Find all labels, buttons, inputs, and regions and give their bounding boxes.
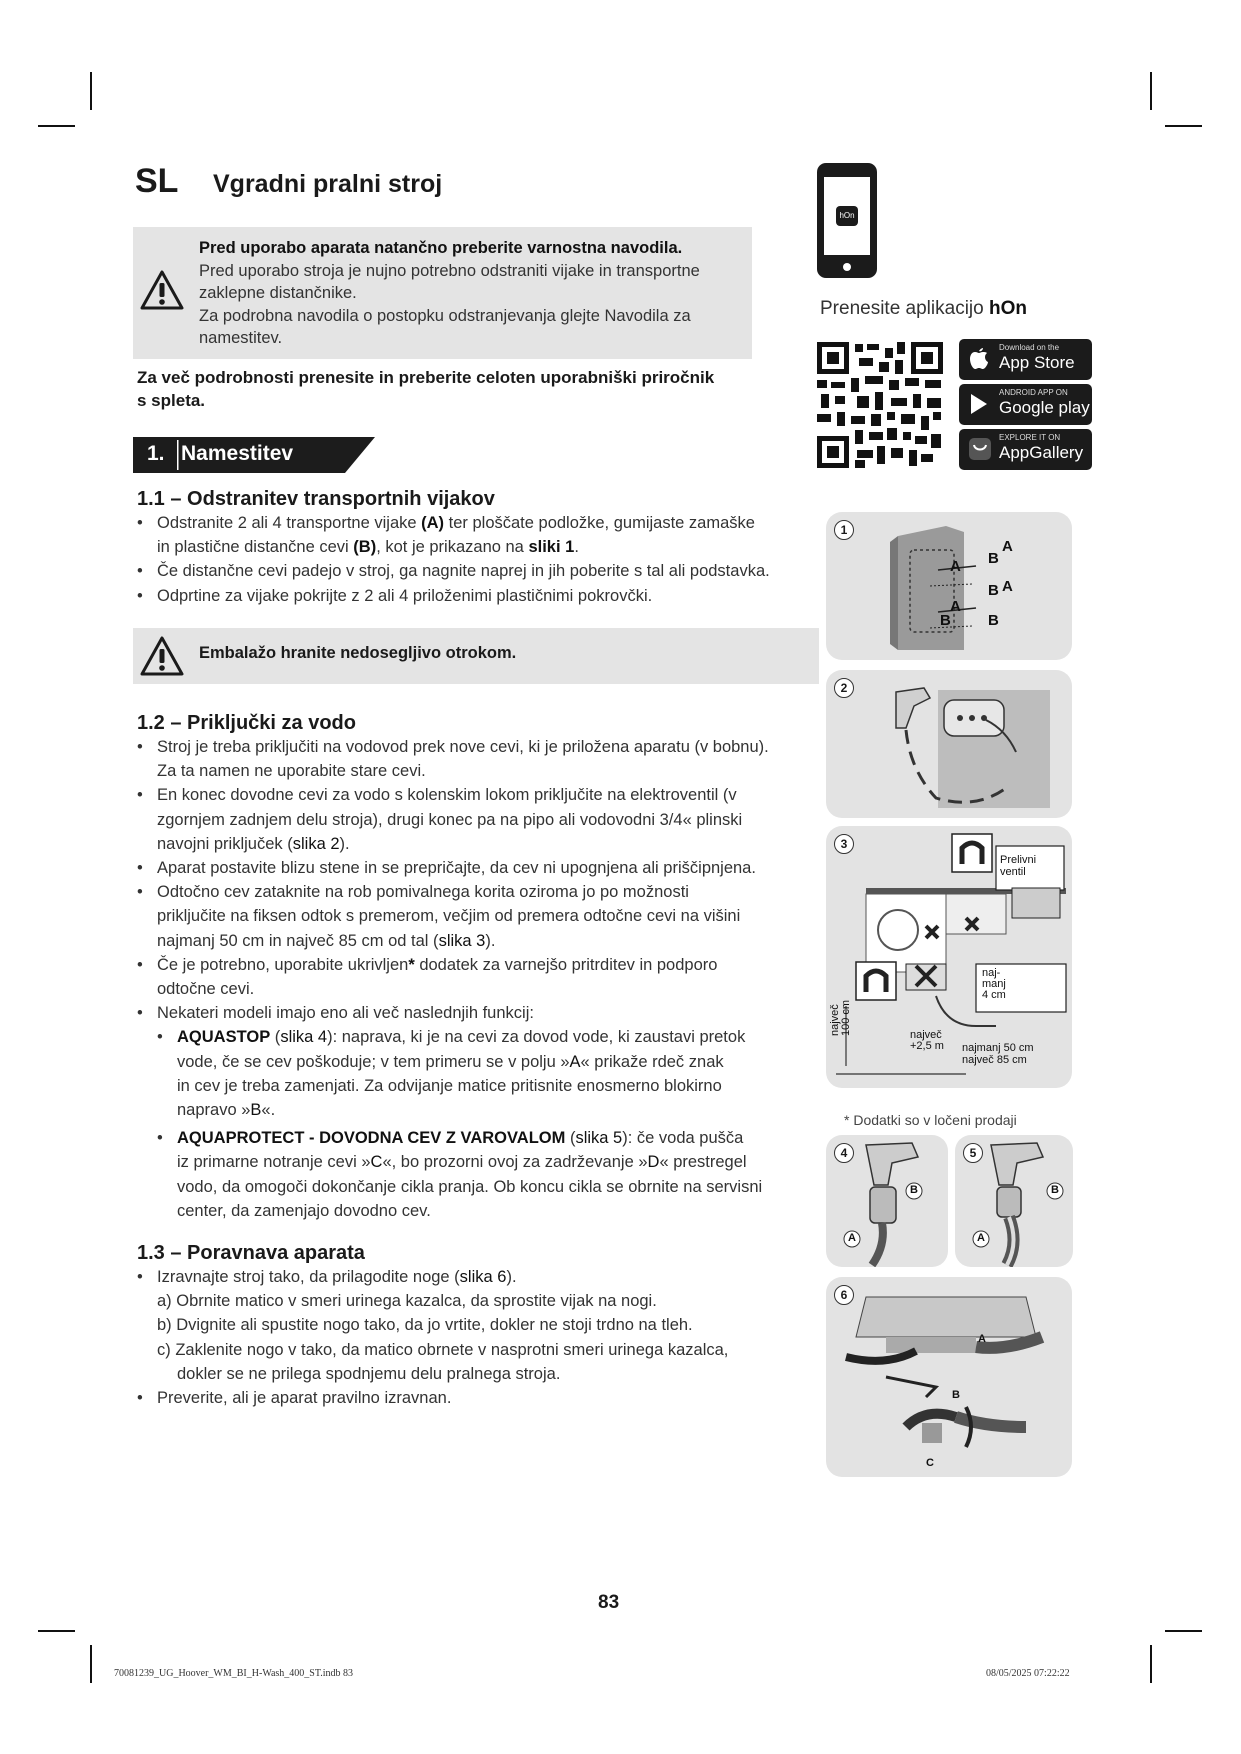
page-title: Vgradni pralni stroj (213, 170, 443, 198)
figure-5 (955, 1135, 1073, 1267)
warning-heading: Pred uporabo aparata natančno preberite varnostna navodila. (199, 239, 683, 257)
fig-label: B (988, 582, 999, 599)
more-info-line: Za več podrobnosti prenesite in preberite celoten uporabniški priročnik (137, 368, 715, 387)
list-item: • Odtočno cev zataknite na rob pomivalnega korita oziroma jo po možnosti priključite na fiksen odtok s premerom, večjim od premera odtočne cevi na višini najmanj 50 cm in največ 85 cm od tal (slika 3). (137, 883, 741, 950)
step-b: b) Dvignite ali spustite nogo tako, da jo vrtite, dokler ne stoji trdno na tleh. (157, 1316, 693, 1335)
figure-2 (826, 670, 1072, 818)
app-gallery-badge[interactable] (959, 429, 1092, 470)
fig-label: A (848, 1232, 856, 1244)
safety-warning-box (133, 227, 752, 359)
list-item: • Aparat postavite blizu stene in se prepričajte, da cev ni upognjena ali priščipnjena. (137, 859, 756, 878)
warning-triangle-icon (139, 269, 185, 311)
more-info-line: s spleta. (137, 391, 206, 410)
figure-number: 2 (834, 678, 854, 698)
section-title: Namestitev (181, 442, 294, 465)
figure-1 (826, 512, 1072, 660)
fig-label: B (910, 1184, 918, 1196)
badge-big-text: App Store (999, 353, 1075, 372)
figure-number: 5 (963, 1143, 983, 1163)
crop-mark (1165, 1630, 1202, 1632)
phone-icon (817, 163, 877, 278)
section-banner (133, 437, 375, 473)
hon-app-icon: hOn (836, 206, 858, 226)
figure-number: 6 (834, 1285, 854, 1305)
section-number: 1. (147, 442, 165, 465)
figure-6 (826, 1277, 1072, 1477)
step-c: c) Zaklenite nogo v tako, da matico obrnete v nasprotni smeri urinega kazalca, dokler se ne prilega spodnjemu delu pralnega stroja. (157, 1340, 729, 1383)
list-item: • Odprtine za vijake pokrijte z 2 ali 4 priloženimi plastičnimi pokrovčki. (137, 586, 653, 605)
min-height-label: naj- manj 4 cm (982, 967, 1006, 1001)
badge-small-text: ANDROID APP ON (999, 388, 1068, 397)
app-gallery-icon (968, 437, 992, 461)
fig-label: A (978, 1333, 986, 1345)
page-number: 83 (598, 1592, 620, 1613)
subsection-heading: 1.3 – Poravnava aparata (137, 1242, 365, 1264)
app-store-badge[interactable] (959, 339, 1092, 380)
fig-label: A (950, 558, 961, 575)
fig-label: B (988, 550, 999, 567)
badge-small-text: EXPLORE IT ON (999, 433, 1061, 442)
badge-small-text: Download on the (999, 343, 1060, 352)
list-item-aquaprotect: • AQUAPROTECT - DOVODNA CEV Z VAROVALOM (slika 5): če voda pušča iz primarne notranje cevi »C«, bo prozorni ovoj za zadrževanje »D« prestregel vodo, da omogoči dokončanje cikla pranja. Ob koncu cikla se obrnite na servisni center, da zamenjajo dovodno cev. (157, 1129, 763, 1220)
max-height-vertical-label: največ 100 cm (829, 999, 852, 1036)
warning-line: zaklepne distančnike. (199, 284, 357, 302)
figure-3 (826, 826, 1072, 1088)
google-play-badge[interactable] (959, 384, 1092, 425)
footer-datetime: 08/05/2025 07:22:22 (986, 1668, 1070, 1679)
qr-code-icon (815, 340, 945, 470)
crop-mark (90, 72, 92, 110)
crop-mark (1150, 72, 1152, 110)
fig-label: A (1002, 538, 1013, 555)
fig-label: B (952, 1389, 960, 1401)
list-item: • Odstranite 2 ali 4 transportne vijake (A) ter ploščate podložke, gumijaste zamaške in plastične distančne cevi (B), kot je prikazano na sliki 1. (137, 514, 755, 557)
crop-mark (38, 125, 75, 127)
max-extension-label: največ +2,5 m (910, 1029, 944, 1052)
bullet-list (137, 1265, 821, 1410)
bullet-list (137, 511, 821, 608)
warning-line: namestitev. (199, 329, 283, 347)
list-item: • Stroj je treba priključiti na vodovod prek nove cevi, ki je priložena aparatu (v bobnu). Za ta namen ne uporabite stare cevi. (137, 738, 769, 781)
list-item: • Izravnajte stroj tako, da prilagodite noge (slika 6). (137, 1268, 517, 1286)
list-item: • Če distančne cevi padejo v stroj, ga nagnite naprej in jih poberite s tal ali podstavka. (137, 562, 770, 581)
warning-triangle-icon (139, 635, 185, 677)
google-play-icon (968, 392, 990, 416)
leveling-feet-illustration (826, 1277, 1072, 1477)
more-info-text (137, 366, 797, 412)
crop-mark (38, 1630, 75, 1632)
warning-line: Pred uporabo stroja je nujno potrebno odstraniti vijake in transportne (199, 261, 700, 280)
badge-big-text: AppGallery (999, 443, 1084, 462)
fig-label: A (977, 1232, 985, 1244)
aquaprotect-illustration (955, 1135, 1073, 1267)
figure-number: 4 (834, 1143, 854, 1163)
child-warning-text: Embalažo hranite nedosegljivo otrokom. (199, 644, 517, 662)
accessory-note: * Dodatki so v ločeni prodaji (844, 1112, 1017, 1128)
fig-label: C (926, 1457, 934, 1469)
crop-mark (1165, 125, 1202, 127)
badge-big-text: Google play (999, 398, 1090, 417)
fig-label: A (950, 598, 961, 615)
app-download-text: Prenesite aplikacijo hOn (820, 298, 1027, 319)
water-inlet-illustration (826, 670, 1072, 818)
list-item-aquastop: • AQUASTOP (slika 4): naprava, ki je na cevi za dovod vode, ki zaustavi pretok vode, če se cev poškoduje; v tem primeru se v polju »A« prikaže rdeč znak in cev je treba zamenjati. Za odvijanje matice pritisnite enosmerno blokirno napravo »B«. (157, 1028, 746, 1120)
language-code: SL (135, 162, 179, 200)
list-item: • Preverite, ali je aparat pravilno izravnan. (137, 1389, 452, 1408)
figure-number: 1 (834, 520, 854, 540)
warning-line: Za podrobna navodila o postopku odstranjevanja glejte Navodila za (199, 306, 691, 325)
list-item: • Če je potrebno, uporabite ukrivljen* dodatek za varnejšo pritrditev in podporo odtočne cevi. (137, 955, 718, 999)
fig-label: A (1002, 578, 1013, 595)
height-range-label: najmanj 50 cm največ 85 cm (962, 1042, 1034, 1066)
bullet-list (137, 735, 821, 1223)
apple-icon (968, 347, 990, 371)
overflow-valve-label: Prelivni ventil (1000, 854, 1037, 878)
list-item: • Nekateri modeli imajo eno ali več naslednjih funkcij: (137, 1004, 534, 1023)
subsection-heading: 1.1 – Odstranitev transportnih vijakov (137, 488, 495, 510)
figure-4 (826, 1135, 948, 1267)
washing-machine-back-illustration (826, 512, 1072, 660)
fig-label: B (940, 612, 951, 629)
crop-mark (1150, 1645, 1152, 1683)
subsection-heading: 1.2 – Priključki za vodo (137, 712, 356, 734)
aquastop-illustration (826, 1135, 948, 1267)
child-warning-box (133, 628, 819, 684)
list-item: • En konec dovodne cevi za vodo s kolenskim lokom priključite na elektroventil (v zgornjem zadnjem delu stroja), drugi konec pa na pipo ali vodovodni 3/4« plinski navojni priključek (slika 2). (137, 786, 743, 853)
fig-label: B (988, 612, 999, 629)
figure-number: 3 (834, 834, 854, 854)
crop-mark (90, 1645, 92, 1683)
footer-filename: 70081239_UG_Hoover_WM_BI_H-Wash_400_ST.indb 83 (114, 1668, 353, 1679)
fig-label: B (1051, 1184, 1059, 1196)
step-a: a) Obrnite matico v smeri urinega kazalca, da sprostite vijak na nogi. (157, 1292, 657, 1311)
